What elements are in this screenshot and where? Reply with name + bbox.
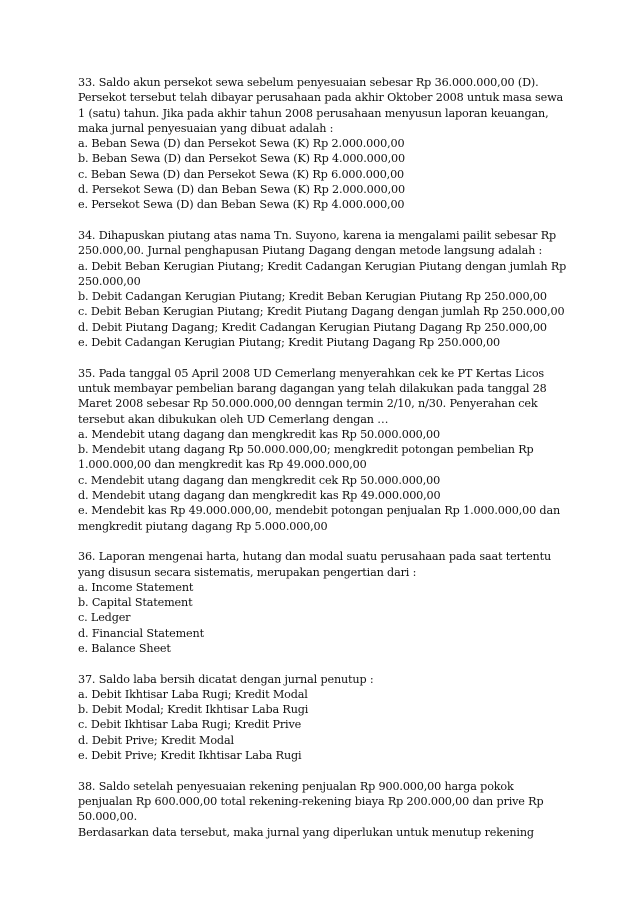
answer-option-e: mengkredit piutang dagang Rp 5.000.000,00: [78, 519, 328, 533]
answer-option-a: a. Income Statement: [78, 580, 194, 594]
answer-option-a: a. Debit Ikhtisar Laba Rugi; Kredit Modal: [78, 687, 308, 701]
question-text: 250.000,00. Jurnal penghapusan Piutang Dagang dengan metode langsung adalah :: [78, 244, 543, 258]
question-text: 36. Laporan mengenai harta, hutang dan modal suatu perusahaan pada saat tertentu: [78, 550, 552, 564]
question-text: 33. Saldo akun persekot sewa sebelum penyesuaian sebesar Rp 36.000.000,00 (D).: [78, 76, 539, 89]
question-text: 1 (satu) tahun. Jika pada akhir tahun 2008 perusahaan menyusun laporan keuangan,: [78, 106, 549, 120]
answer-option-c: c. Debit Ikhtisar Laba Rugi; Kredit Prive: [78, 718, 302, 732]
answer-option-c: c. Mendebit utang dagang dan mengkredit cek Rp 50.000.000,00: [78, 473, 441, 487]
question-36: [78, 549, 568, 656]
question-text: 35. Pada tanggal 05 April 2008 UD Cemerlang menyerahkan cek ke PT Kertas Licos: [78, 366, 545, 380]
question-text: maka jurnal penyesuaian yang dibuat adalah :: [78, 121, 334, 135]
answer-option-b: b. Capital Statement: [78, 596, 193, 610]
document-page: [78, 75, 568, 855]
question-34: [78, 228, 568, 350]
question-text: 37. Saldo laba bersih dicatat dengan jurnal penutup :: [78, 672, 374, 686]
question-text: 34. Dihapuskan piutang atas nama Tn. Suyono, karena ia mengalami pailit sebesar Rp: [78, 228, 556, 242]
question-38: [78, 779, 568, 840]
answer-option-d: d. Debit Piutang Dagang; Kredit Cadangan Kerugian Piutang Dagang Rp 250.000,00: [78, 320, 547, 334]
answer-option-a: a. Debit Beban Kerugian Piutang; Kredit Cadangan Kerugian Piutang dengan jumlah Rp: [78, 259, 567, 273]
question-text: Persekot tersebut telah dibayar perusahaan pada akhir Oktober 2008 untuk masa sewa: [78, 91, 564, 105]
answer-option-e: e. Persekot Sewa (D) dan Beban Sewa (K) Rp 4.000.000,00: [78, 198, 405, 212]
answer-option-b: b. Mendebit utang dagang Rp 50.000.000,00; mengkredit potongan pembelian Rp: [78, 443, 534, 457]
answer-option-c: c. Debit Beban Kerugian Piutang; Kredit Piutang Dagang dengan jumlah Rp 250.000,00: [78, 305, 565, 319]
question-37: [78, 672, 568, 764]
answer-option-d: d. Debit Prive; Kredit Modal: [78, 733, 234, 747]
question-text: Maret 2008 sebesar Rp 50.000.000,00 denngan termin 2/10, n/30. Penyerahan cek: [78, 397, 538, 411]
question-text: 50.000,00.: [78, 810, 137, 824]
question-text: yang disusun secara sistematis, merupakan pengertian dari :: [78, 565, 417, 579]
answer-option-b: b. Debit Cadangan Kerugian Piutang; Kredit Beban Kerugian Piutang Rp 250.000,00: [78, 290, 547, 304]
answer-option-a: a. Beban Sewa (D) dan Persekot Sewa (K) Rp 2.000.000,00: [78, 137, 405, 151]
answer-option-e: e. Mendebit kas Rp 49.000.000,00, mendebit potongan penjualan Rp 1.000.000,00 dan: [78, 504, 561, 518]
question-text: penjualan Rp 600.000,00 total rekening-rekening biaya Rp 200.000,00 dan prive Rp: [78, 794, 544, 808]
question-text: Berdasarkan data tersebut, maka jurnal yang diperlukan untuk menutup rekening: [78, 825, 534, 839]
answer-option-c: c. Ledger: [78, 611, 131, 625]
question-text: tersebut akan dibukukan oleh UD Cemerlang dengan …: [78, 412, 389, 426]
answer-option-b: b. Debit Modal; Kredit Ikhtisar Laba Rugi: [78, 703, 309, 717]
question-33: [78, 75, 568, 213]
answer-option-c: c. Beban Sewa (D) dan Persekot Sewa (K) Rp 6.000.000,00: [78, 167, 405, 181]
question-35: [78, 366, 568, 534]
answer-option-e: e. Debit Cadangan Kerugian Piutang; Kredit Piutang Dagang Rp 250.000,00: [78, 336, 501, 350]
answer-option-d: d. Mendebit utang dagang dan mengkredit kas Rp 49.000.000,00: [78, 489, 441, 503]
answer-option-a: a. Mendebit utang dagang dan mengkredit kas Rp 50.000.000,00: [78, 427, 440, 441]
answer-option-d: d. Financial Statement: [78, 626, 204, 640]
question-text: 38. Saldo setelah penyesuaian rekening penjualan Rp 900.000,00 harga pokok: [78, 779, 514, 793]
answer-option-e: e. Debit Prive; Kredit Ikhtisar Laba Rugi: [78, 749, 302, 763]
answer-option-d: d. Persekot Sewa (D) dan Beban Sewa (K) Rp 2.000.000,00: [78, 183, 405, 197]
answer-option-b: 1.000.000,00 dan mengkredit kas Rp 49.000.000,00: [78, 458, 367, 472]
question-text: untuk membayar pembelian barang dagangan yang telah dilakukan pada tanggal 28: [78, 381, 547, 395]
answer-option-e: e. Balance Sheet: [78, 641, 171, 655]
answer-option-b: b. Beban Sewa (D) dan Persekot Sewa (K) Rp 4.000.000,00: [78, 152, 405, 166]
answer-option-a: 250.000,00: [78, 274, 141, 288]
